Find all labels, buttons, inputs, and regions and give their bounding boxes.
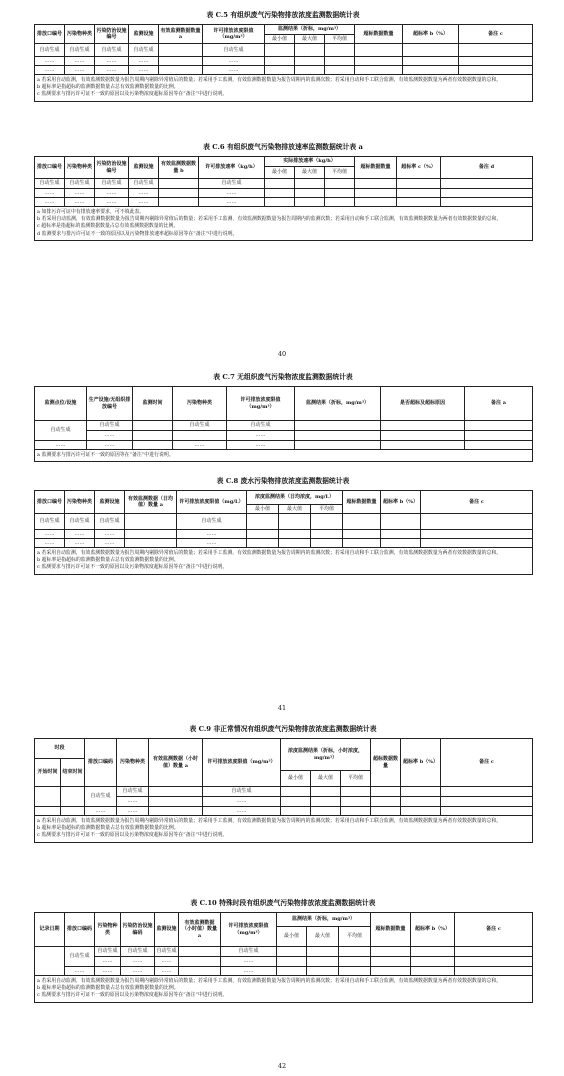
table-c10: [34, 912, 532, 1003]
table-row: 自动生成 自动生成 自动生成 自动生成: [35, 421, 533, 431]
table-row: 自动生成 自动生成 自动生成 自动生成 自动生成: [35, 44, 533, 57]
table-row: 自动生成 自动生成 自动生成 自动生成 自动生成: [35, 947, 533, 957]
table-c9: [34, 738, 532, 843]
c10-header-monitor: 监测设施: [155, 913, 179, 947]
c8-header-exceed-count: 超标数据数量: [343, 491, 381, 514]
c5-header-limit: 许可排放浓度限值（mg/m³）: [203, 25, 265, 44]
table-row: …… …… …… …… ……: [35, 189, 533, 198]
c7-header-limit: 许可排放浓度限值（mg/m³）: [227, 387, 295, 421]
table-row: …… …… …… …… ……: [35, 66, 533, 75]
c7-header-result: 监测结果（折标，mg/m³）: [295, 387, 381, 421]
c10-header-exceed-rate: 超标率 b（%）: [411, 913, 455, 947]
page-number-41: 41: [277, 704, 287, 712]
table-row: …… …… …… …… ……: [35, 198, 533, 207]
c7-header-pollutant: 污染物种类: [173, 387, 227, 421]
c8-sub-max: 最大值: [279, 505, 311, 514]
c6-sub-avg: 平均值: [325, 167, 355, 179]
c5-header-valid-count: 有效监测数据数量 a: [159, 25, 203, 44]
c10-notes: [35, 976, 533, 1003]
c9-header-exceed-rate: 超标率 b（%）: [401, 739, 441, 787]
c7-header-remark: 备注 a: [465, 387, 533, 421]
c8-header-monitor: 监测设施: [95, 491, 125, 514]
c10-note-a: a 若采用自动监测，有效监测数据数量为报告周期内剔除异常值后的数量；若采用手工监测，有效监测数据数量为报告周期内的监测次数；若采用自动和手工联合监测，有效监测数据数量为两者有效数据数量的总和。: [37, 978, 502, 984]
c8-sub-min: 最小值: [247, 505, 279, 514]
c10-header-remark: 备注 c: [455, 913, 533, 947]
c7-header-time: 监测时间: [133, 387, 173, 421]
c9-header-limit: 许可排放浓度限值（mg/m³）: [203, 739, 281, 787]
c7-header-facility: 生产设施/无组织排放编号: [87, 387, 133, 421]
c8-header-limit: 许可排放浓度限值（mg/L）: [177, 491, 247, 514]
c6-header-valid-count: 有效监测数据数量 b: [159, 157, 199, 179]
c5-header-facility-id: 污染防治设施编号: [95, 25, 129, 44]
c9-header-valid-count: 有效监测数据（小时值）数量 a: [149, 739, 203, 787]
table-row: …… …… …… ……: [35, 539, 533, 548]
c5-sub-avg: 平均值: [325, 35, 355, 44]
table-row: …… ……: [35, 797, 533, 807]
c9-header-result: 浓度监测结果（折标，小时浓度，mg/m³）: [281, 739, 371, 771]
c6-sub-max: 最大值: [295, 167, 325, 179]
c10-header-valid-count: 有效监测数据（小时值）数量 a: [179, 913, 221, 947]
c10-header-date: 记录日期: [35, 913, 65, 947]
c6-header-facility-id: 污染防治设施编号: [95, 157, 129, 179]
c9-header-start-time: 开始时间: [35, 759, 61, 787]
table-c5: [34, 24, 532, 102]
c6-notes: [35, 207, 533, 241]
c10-sub-max: 最大值: [307, 927, 339, 947]
table-row: …… …… …… ……: [35, 530, 533, 539]
table-c7: [34, 386, 532, 462]
c5-note-c: c 监测要求与排污许可证不一致的原因以及污染物浓度超标原因等在“备注”中进行说明。: [37, 91, 228, 98]
c9-sub-max: 最大值: [311, 771, 341, 787]
c8-header-valid-count: 有效监测数据（日均值）数量 a: [125, 491, 177, 514]
c5-header-exceed-count: 超标数据数量: [355, 25, 403, 44]
c9-note-c: c 监测要求与排污许可证不一致的原因以及污染物浓度超标原因等在“备注”中进行说明。: [37, 832, 228, 839]
c6-header-rate-limit: 许可排放速率（kg/h）: [199, 157, 265, 179]
c8-header-outlet-id: 排放口编号: [35, 491, 65, 514]
c9-note-a: a 若采用自动监测，有效监测数据数量为报告周期内剔除异常值后的数量；若采用手工监测，有效监测数据数量为报告周期内的监测次数；若采用自动和手工联合监测，有效监测数据数量为两者有效数据数量的总和。: [37, 818, 502, 824]
c10-header-pollutant: 污染物种类: [95, 913, 121, 947]
c5-header-exceed-rate: 超标率 b（%）: [403, 25, 459, 44]
c8-notes: [35, 548, 533, 575]
c5-note-b: b 超标率是指超标的监测数据数量占总有效监测数据数量的比例。: [37, 84, 179, 91]
c5-notes: [35, 75, 533, 102]
table-c5-caption: 表 C.5 有组织废气污染物排放浓度监测数据统计表: [206, 11, 360, 19]
c7-note-a: a 监测要求与排污许可证不一致的原因等在“备注”中进行说明。: [37, 452, 174, 458]
c7-header-exceed: 是否超标及超标原因: [381, 387, 465, 421]
table-row: …… …… …… ……: [35, 441, 533, 450]
c10-block-label: 自动生成: [65, 947, 95, 967]
c6-header-outlet-id: 排放口编号: [35, 157, 65, 179]
c9-sub-min: 最小值: [281, 771, 311, 787]
c10-header-outlet-code: 排放口编码: [65, 913, 95, 947]
table-c8: [34, 490, 532, 575]
c8-header-exceed-rate: 超标率 b（%）: [381, 491, 421, 514]
c10-header-limit: 许可排放浓度限值（mg/m³）: [221, 913, 277, 947]
table-row: …… …… …… ……: [35, 957, 533, 967]
c10-sub-avg: 平均值: [339, 927, 371, 947]
c6-sub-min: 最小值: [265, 167, 295, 179]
table-row: …… ……: [35, 431, 533, 441]
c6-note-a: a 如排污许可证中有排放速率要求，可不填此表。: [37, 209, 145, 215]
c5-header-outlet-id: 排放口编号: [35, 25, 65, 44]
c6-header-pollutant: 污染物种类: [65, 157, 95, 179]
c8-header-remark: 备注 c: [421, 491, 533, 514]
c6-note-d: d 监测要求与排污许可证不一致的原因以及污染物排放速率超标原因等在“备注”中进行说明。: [37, 230, 238, 237]
c9-header-pollutant: 污染物种类: [117, 739, 149, 787]
c9-sub-avg: 平均值: [341, 771, 371, 787]
c8-header-pollutant: 污染物种类: [65, 491, 95, 514]
c5-sub-max: 最大值: [295, 35, 325, 44]
c9-header-end-time: 结束时间: [61, 759, 85, 787]
c9-note-b: b 超标率是指超标的监测数据数量占总有效监测数据数量的比例。: [37, 825, 179, 832]
table-c7-caption: 表 C.7 无组织废气污染物浓度监测数据统计表: [213, 373, 353, 381]
table-c6: [34, 156, 532, 241]
c6-header-exceed-rate: 超标率 c（%）: [397, 157, 441, 179]
c6-note-c: c 超标率是指超标的监测数据数量占总有效监测数据数量的比例。: [37, 223, 179, 230]
table-row: 自动生成 自动生成 自动生成 自动生成 自动生成: [35, 179, 533, 189]
c8-note-a: a 若采用自动监测，有效监测数据数量为报告周期内剔除异常值后的数量；若采用手工监测，有效监测数据数量为报告周期内的监测次数；若采用自动和手工联合监测，有效监测数据数量为两者有效数据数量的总和。: [37, 550, 502, 556]
c5-header-remark: 备注 c: [459, 25, 533, 44]
c9-header-outlet-code: 排放口编码: [85, 739, 117, 787]
c9-header-exceed-count: 超标数据数量: [371, 739, 401, 787]
table-c10-caption: 表 C.10 特殊时段有组织废气污染物排放浓度监测数据统计表: [190, 899, 376, 907]
c5-header-result: 监测结果（折标，mg/m³）: [265, 25, 355, 35]
c9-header-period: 时段: [35, 739, 85, 759]
c8-header-result: 浓度监测结果（日均浓度，mg/L）: [247, 491, 343, 505]
c8-note-c: c 监测要求与排污许可证不一致的原因以及污染物浓度超标原因等在“备注”中进行说明。: [37, 564, 228, 571]
c7-notes: [35, 450, 533, 462]
c6-header-actual-rate: 实际排放速率（kg/h）: [265, 157, 355, 167]
table-c9-caption: 表 C.9 非正常情况有组织废气污染物排放浓度监测数据统计表: [189, 725, 377, 733]
c10-note-c: c 监测要求与排污许可证不一致的原因以及污染物浓度超标原因等在“备注”中进行说明。: [37, 992, 228, 999]
c10-header-exceed-count: 超标数据数量: [371, 913, 411, 947]
c9-block-label: 自动生成: [85, 787, 117, 807]
page-number-42: 42: [277, 1062, 287, 1070]
c5-header-monitor: 监测设施: [129, 25, 159, 44]
c6-header-exceed-count: 超标数据数量: [355, 157, 397, 179]
table-row: …… …… …… …… ……: [35, 967, 533, 976]
table-c8-caption: 表 C.8 废水污染物排放浓度监测数据统计表: [216, 477, 350, 485]
c6-note-b: b 若采用自动监测，有效监测数据数量为报告周期内剔除异常值后的数量；若采用手工监测，有效监测数据数量为报告周期内的监测次数；若采用自动和手工联合监测，有效监测数据数量为两者有效数据数量的总和。: [37, 216, 502, 223]
c9-header-remark: 备注 c: [441, 739, 533, 787]
c5-sub-min: 最小值: [265, 35, 295, 44]
page-number-40: 40: [277, 350, 287, 358]
c8-note-b: b 超标率是指超标的监测数据数量占总有效监测数据数量的比例。: [37, 557, 179, 564]
c5-note-a: a 若采用自动监测，有效监测数据数量为报告周期内剔除异常值后的数量；若采用手工监测，有效监测数据数量为报告周期内的监测次数；若采用自动和手工联合监测，有效监测数据数量为两者有效数据数量的总和。: [37, 77, 502, 83]
c8-sub-avg: 平均值: [311, 505, 343, 514]
c10-note-b: b 超标率是指超标的监测数据数量占总有效监测数据数量的比例。: [37, 985, 179, 992]
c6-header-monitor: 监测设施: [129, 157, 159, 179]
c7-header-point: 监测点位/设施: [35, 387, 87, 421]
table-row: 自动生成 自动生成 自动生成: [35, 787, 533, 797]
table-row: …… …… …… …… ……: [35, 57, 533, 66]
c6-header-remark: 备注 d: [441, 157, 533, 179]
c10-sub-min: 最小值: [277, 927, 307, 947]
c5-header-pollutant: 污染物种类: [65, 25, 95, 44]
c9-notes: [35, 816, 533, 843]
c10-header-result: 监测结果（折标，mg/m³）: [277, 913, 371, 927]
c7-block-label: 自动生成: [35, 421, 87, 441]
table-row: 自动生成 自动生成 自动生成 自动生成: [35, 514, 533, 530]
table-row: …… …… ……: [35, 807, 533, 816]
table-c6-caption: 表 C.6 有组织废气污染物排放速率监测数据统计表 a: [203, 143, 363, 151]
c10-header-facility-code: 污染防治设施编码: [121, 913, 155, 947]
